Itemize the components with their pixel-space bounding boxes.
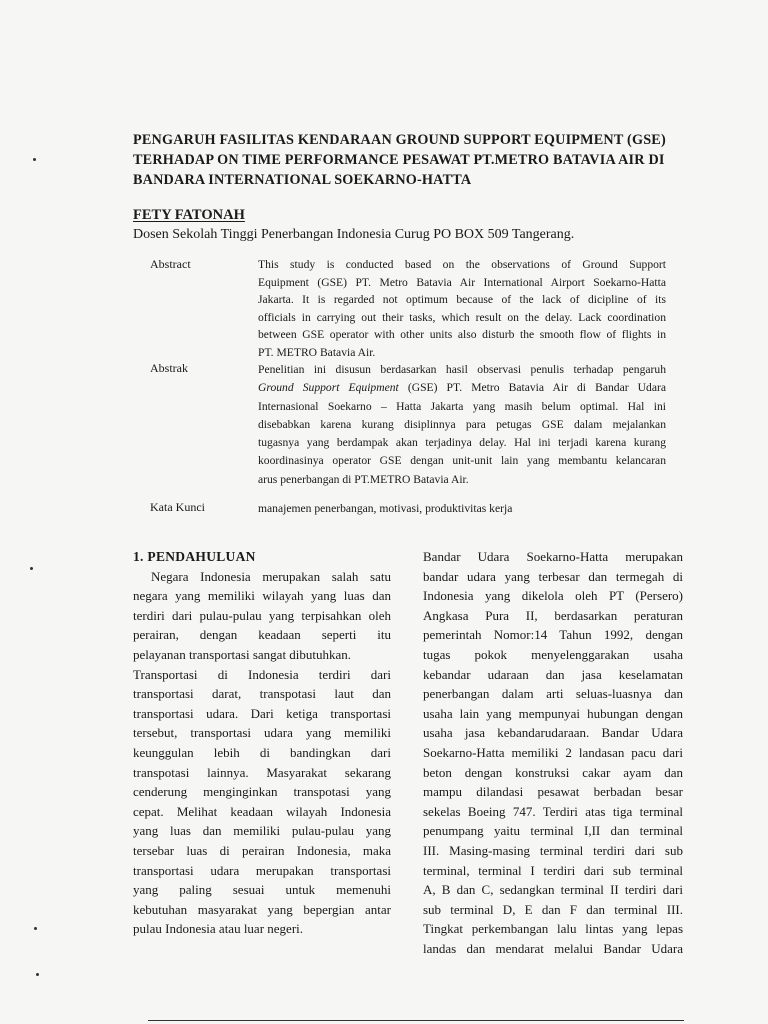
body-line: A, B dan C, sedangkan terminal II terdiri dari — [423, 882, 683, 898]
abstrak-label: Abstrak — [150, 361, 188, 375]
body-line: keunggulan lebih di bandingkan dari — [133, 744, 391, 760]
body-line: Bandar Udara Soekarno-Hatta merupakan — [423, 549, 683, 564]
body-line: III. Masing-masing terminal terdiri dari sub — [423, 842, 683, 858]
body-column-left — [133, 547, 391, 939]
scan-speck — [33, 158, 36, 161]
author-affiliation: Dosen Sekolah Tinggi Penerbangan Indonesia Curug PO BOX 509 Tangerang. — [133, 227, 575, 242]
body-line: Indonesia yang dikelola oleh PT (Persero) — [423, 588, 683, 604]
body-line: cepat. Melihat keadaan wilayah Indonesia — [133, 803, 391, 819]
body-line: pelayanan transportasi sangat dibutuhkan. — [133, 646, 352, 662]
body-line: cenderung menginginkan transpotasi yang — [133, 784, 391, 800]
abstract-label: Abstract — [150, 257, 191, 271]
abstrak-line — [258, 379, 666, 397]
body-line: beton dengan konstruksi cakar ayam dan — [423, 764, 683, 780]
body-line: pemerintah Nomor:14 Tahun 1992, dengan — [423, 627, 683, 643]
abstract-text — [258, 256, 666, 361]
body-line: kebutuhan masyarakat yang bepergian antar — [133, 901, 391, 917]
abstrak-italic-term: Ground Support Equipment — [258, 381, 399, 395]
body-line: bandar udara yang terbesar dan termegah di — [423, 568, 683, 584]
body-line: perairan, dengan keadaan seperti itu — [133, 627, 391, 643]
abstract-line: officials in carrying out their tasks, which result on the delay. Lack coordination — [258, 310, 666, 324]
abstract-line: Jakarta. It is regarded not optimum because of the lack of dicipline of its — [258, 293, 666, 306]
abstract-line: This study is conducted based on the observations of Ground Support — [258, 258, 666, 271]
body-line: Negara Indonesia merupakan salah satu — [151, 568, 391, 584]
body-line: transportasi darat, transpotasi laut dan — [133, 686, 391, 702]
abstract-line: Equipment (GSE) PT. Metro Batavia Air International Airport Soekarno-Hatta — [258, 275, 666, 289]
body-line: usaha jasa kebandarudaraan. Bandar Udara — [423, 725, 683, 741]
abstrak-line: tugasnya yang berdampak akan terjadinya delay. Hal ini terjadi karena kurang — [258, 436, 666, 450]
body-line: landas dan mendarat melalui Bandar Udara — [423, 940, 683, 956]
body-line: Soekarno-Hatta memiliki 2 landasan pacu dari — [423, 744, 683, 760]
body-line: Transportasi di Indonesia terdiri dari — [133, 666, 391, 682]
body-line: sub terminal D, E dan F dan terminal III. — [423, 901, 683, 917]
abstrak-line: koordinasinya operator GSE dengan unit-unit lain yang membantu kelancaran — [258, 454, 666, 468]
abstrak-line-rest: (GSE) PT. Metro Batavia Air di Bandar Udara — [398, 381, 666, 395]
body-line: tersebut, transportasi udara yang memiliki — [133, 725, 391, 741]
abstract-line: PT. METRO Batavia Air. — [258, 345, 376, 359]
body-line: terdiri dari pulau-pulau yang terpisahkan oleh — [133, 607, 391, 623]
body-line: penumpang yaitu terminal I,II dan terminal — [423, 823, 683, 839]
body-line: tugas pokok menyelenggarakan usaha — [423, 646, 683, 662]
scan-speck — [30, 567, 33, 570]
body-column-right — [423, 547, 683, 958]
abstrak-line: arus penerbangan di PT.METRO Batavia Air. — [258, 472, 469, 486]
body-line: Tingkat perkembangan lalu lintas yang lepas — [423, 921, 683, 937]
scan-speck — [34, 927, 37, 930]
body-line: Angkasa Pura II, berdasarkan peraturan — [423, 607, 683, 623]
body-line: mampu dilandasi pesawat berbadan besar — [423, 784, 683, 800]
abstract-line: between GSE operator with other units also disturb the smooth flow of flights in — [258, 328, 666, 341]
body-line: transportasi udara. Dari ketiga transportasi — [133, 705, 391, 721]
abstrak-line: Penelitian ini disusun berdasarkan hasil observasi penulis terhadap pengaruh — [258, 363, 666, 376]
paper-title — [133, 130, 703, 190]
body-line: yang luas dan memiliki pulau-pulau yang — [133, 823, 391, 839]
body-line: transpotasi lainnya. Masyarakat sekarang — [133, 764, 391, 780]
section-heading: 1. PENDAHULUAN — [133, 549, 256, 564]
body-line: usaha lain yang mempunyai hubungan dengan — [423, 705, 683, 721]
keywords-label: Kata Kunci — [150, 500, 205, 514]
abstrak-line: disebabkan karena kurang disiplinnya para petugas GSE dalam mejalankan — [258, 417, 666, 431]
body-line: transportasi udara merupakan transportasi — [133, 862, 391, 878]
author-name: FETY FATONAH — [133, 207, 245, 223]
body-line: sekelas Boeing 747. Terdiri atas tiga terminal — [423, 803, 683, 819]
footer-rule — [148, 1020, 684, 1021]
body-line: negara yang memiliki wilayah yang luas dan — [133, 588, 391, 604]
body-line: pulau Indonesia atau luar negeri. — [133, 921, 304, 937]
body-line: tersebar luas di perairan Indonesia, maka — [133, 842, 391, 858]
body-line: kebandar udaraan dan jasa keselamatan — [423, 666, 683, 682]
abstrak-line: Internasional Soekarno – Hatta Jakarta yang masih belum optimal. Hal ini — [258, 399, 666, 413]
scan-speck — [36, 973, 39, 976]
keywords-line: manajemen penerbangan, motivasi, produktivitas kerja — [258, 502, 513, 515]
title-line-2: TERHADAP ON TIME PERFORMANCE PESAWAT PT.METRO BATAVIA AIR DI — [133, 152, 665, 168]
title-line-3: BANDARA INTERNATIONAL SOEKARNO-HATTA — [133, 172, 472, 188]
body-line: yang paling sesuai untuk memenuhi — [133, 882, 391, 898]
title-line-1: PENGARUH FASILITAS KENDARAAN GROUND SUPPORT EQUIPMENT (GSE) — [133, 132, 666, 148]
body-line: penerbangan dalam arti seluas-luasnya dan — [423, 686, 683, 702]
keywords-text — [258, 500, 666, 518]
abstrak-text — [258, 361, 666, 489]
body-line: terminal, terminal I terdiri dari sub terminal — [423, 862, 683, 878]
